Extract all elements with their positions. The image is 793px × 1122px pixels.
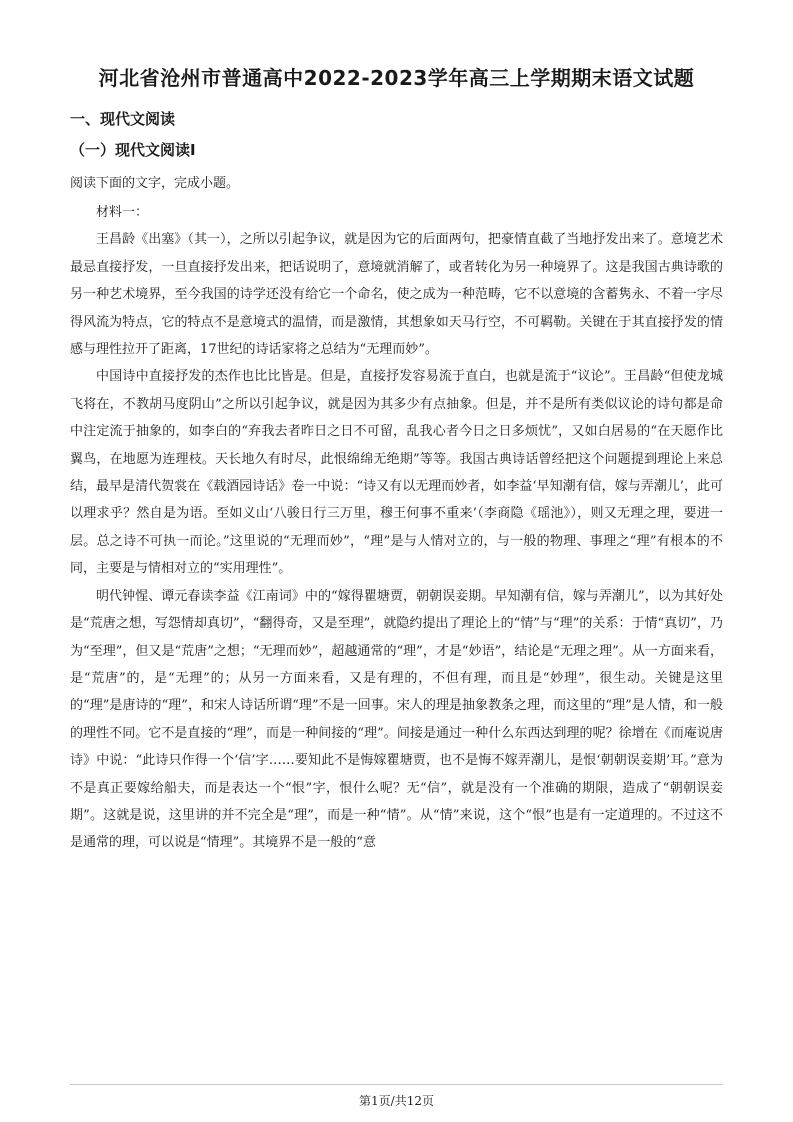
page-number: 第1页/共12页: [359, 1094, 434, 1108]
page-title: 河北省沧州市普通高中2022-2023学年高三上学期期末语文试题: [98, 66, 695, 90]
paragraph: 中国诗中直接抒发的杰作也比比皆是。但是，直接抒发容易流于直白，也就是流于“议论”。王昌龄“但使龙城飞将在，不教胡马度阴山”之所以引起争议，就是因为其多少有点抽象。但是，并不是所有类似议论的诗句都是命中注定流于抽象的，如李白的“弃我去者昨日之日不可留，乱我心者今日之日多烦忧”，又如白居易的“在天愿作比翼鸟，在地愿为连理枝。天长地久有时尽，此恨绵绵无绝期”等等。我国古典诗话曾经把这个问题提到理论上来总结，最早是清代贺裳在《载酒园诗话》卷一中说：“诗又有以无理而妙者，如李益‘早知潮有信，嫁与弄潮儿’，此可以理求乎？然自是为语。至如义山‘八骏日行三万里，穆王何事不重来’（李商隐《瑶池》），则又无理之理，要进一层。总之诗不可执一而论。”这里说的“无理而妙”，“理”是与人情对立的，与一般的物理、事理之“理”有根本的不同，主要是与情相对立的“实用理性”。: [70, 369, 723, 577]
sub-heading: （一）现代文阅读Ⅰ: [70, 141, 196, 159]
reading-passage: [70, 199, 723, 857]
material-label: 材料一：: [96, 205, 149, 220]
footer-divider: [70, 1084, 723, 1085]
reading-instruction: 阅读下面的文字，完成小题。: [70, 176, 240, 191]
section-heading: 一、现代文阅读: [70, 110, 176, 128]
paragraph: 明代钟惺、谭元春读李益《江南词》中的“嫁得瞿塘贾，朝朝误妾期。早知潮有信，嫁与弄潮儿”，以为其好处是“荒唐之想，写怨情却真切”，“翻得奇，又是至理”，就隐约提出了理论上的“情”与“理”的关系：于情“真切”，乃为“至理”，但又是“荒唐”之想；“无理而妙”，超越通常的“理”，才是“妙语”，结论是“无理之理”。从一方面来看，是“荒唐”的，是“无理”的；从另一方面来看，又是有理的，不但有理，而且是“妙理”，很生动。关键是这里的“理”是唐诗的“理”，和宋人诗话所谓“理”不是一回事。宋人的理是抽象教条之理，而这里的“理”是人情，和一般的理性不同。它不是直接的“理”，而是一种间接的“理”。间接是通过一种什么东西达到理的呢？徐增在《而庵说唐诗》中说：“此诗只作得一个‘信’字……要知此不是悔嫁瞿塘贾，也不是悔不嫁弄潮儿，是恨‘朝朝误妾期’耳。”意为不是真正要嫁给船夫，而是表达一个“恨”字，恨什么呢？无“信”，就是没有一个准确的期限，造成了“朝朝误妾期”。这就是说，这里讲的并不完全是“理”，而是一种“情”。从“情”来说，这个“恨”也是有一定道理的。不过这不是通常的理，可以说是“情理”。其境界不是一般的“意: [70, 588, 723, 851]
paragraph: 王昌龄《出塞》（其一），之所以引起争议，就是因为它的后面两句，把豪情直截了当地抒发出来了。意境艺术最忌直接抒发，一旦直接抒发出来，把话说明了，意境就消解了，或者转化为另一种境界了。这是我国古典诗歌的另一种艺术境界，至今我国的诗学还没有给它一个命名，使之成为一种范畴，它不以意境的含蓄隽永、不着一字尽得风流为特点，它的特点不是意境式的温情，而是激情，其想象如天马行空，不可羁勒。关键在于其直接抒发的情感与理性拉开了距离，17世纪的诗话家将之总结为“无理而妙”。: [70, 232, 723, 358]
